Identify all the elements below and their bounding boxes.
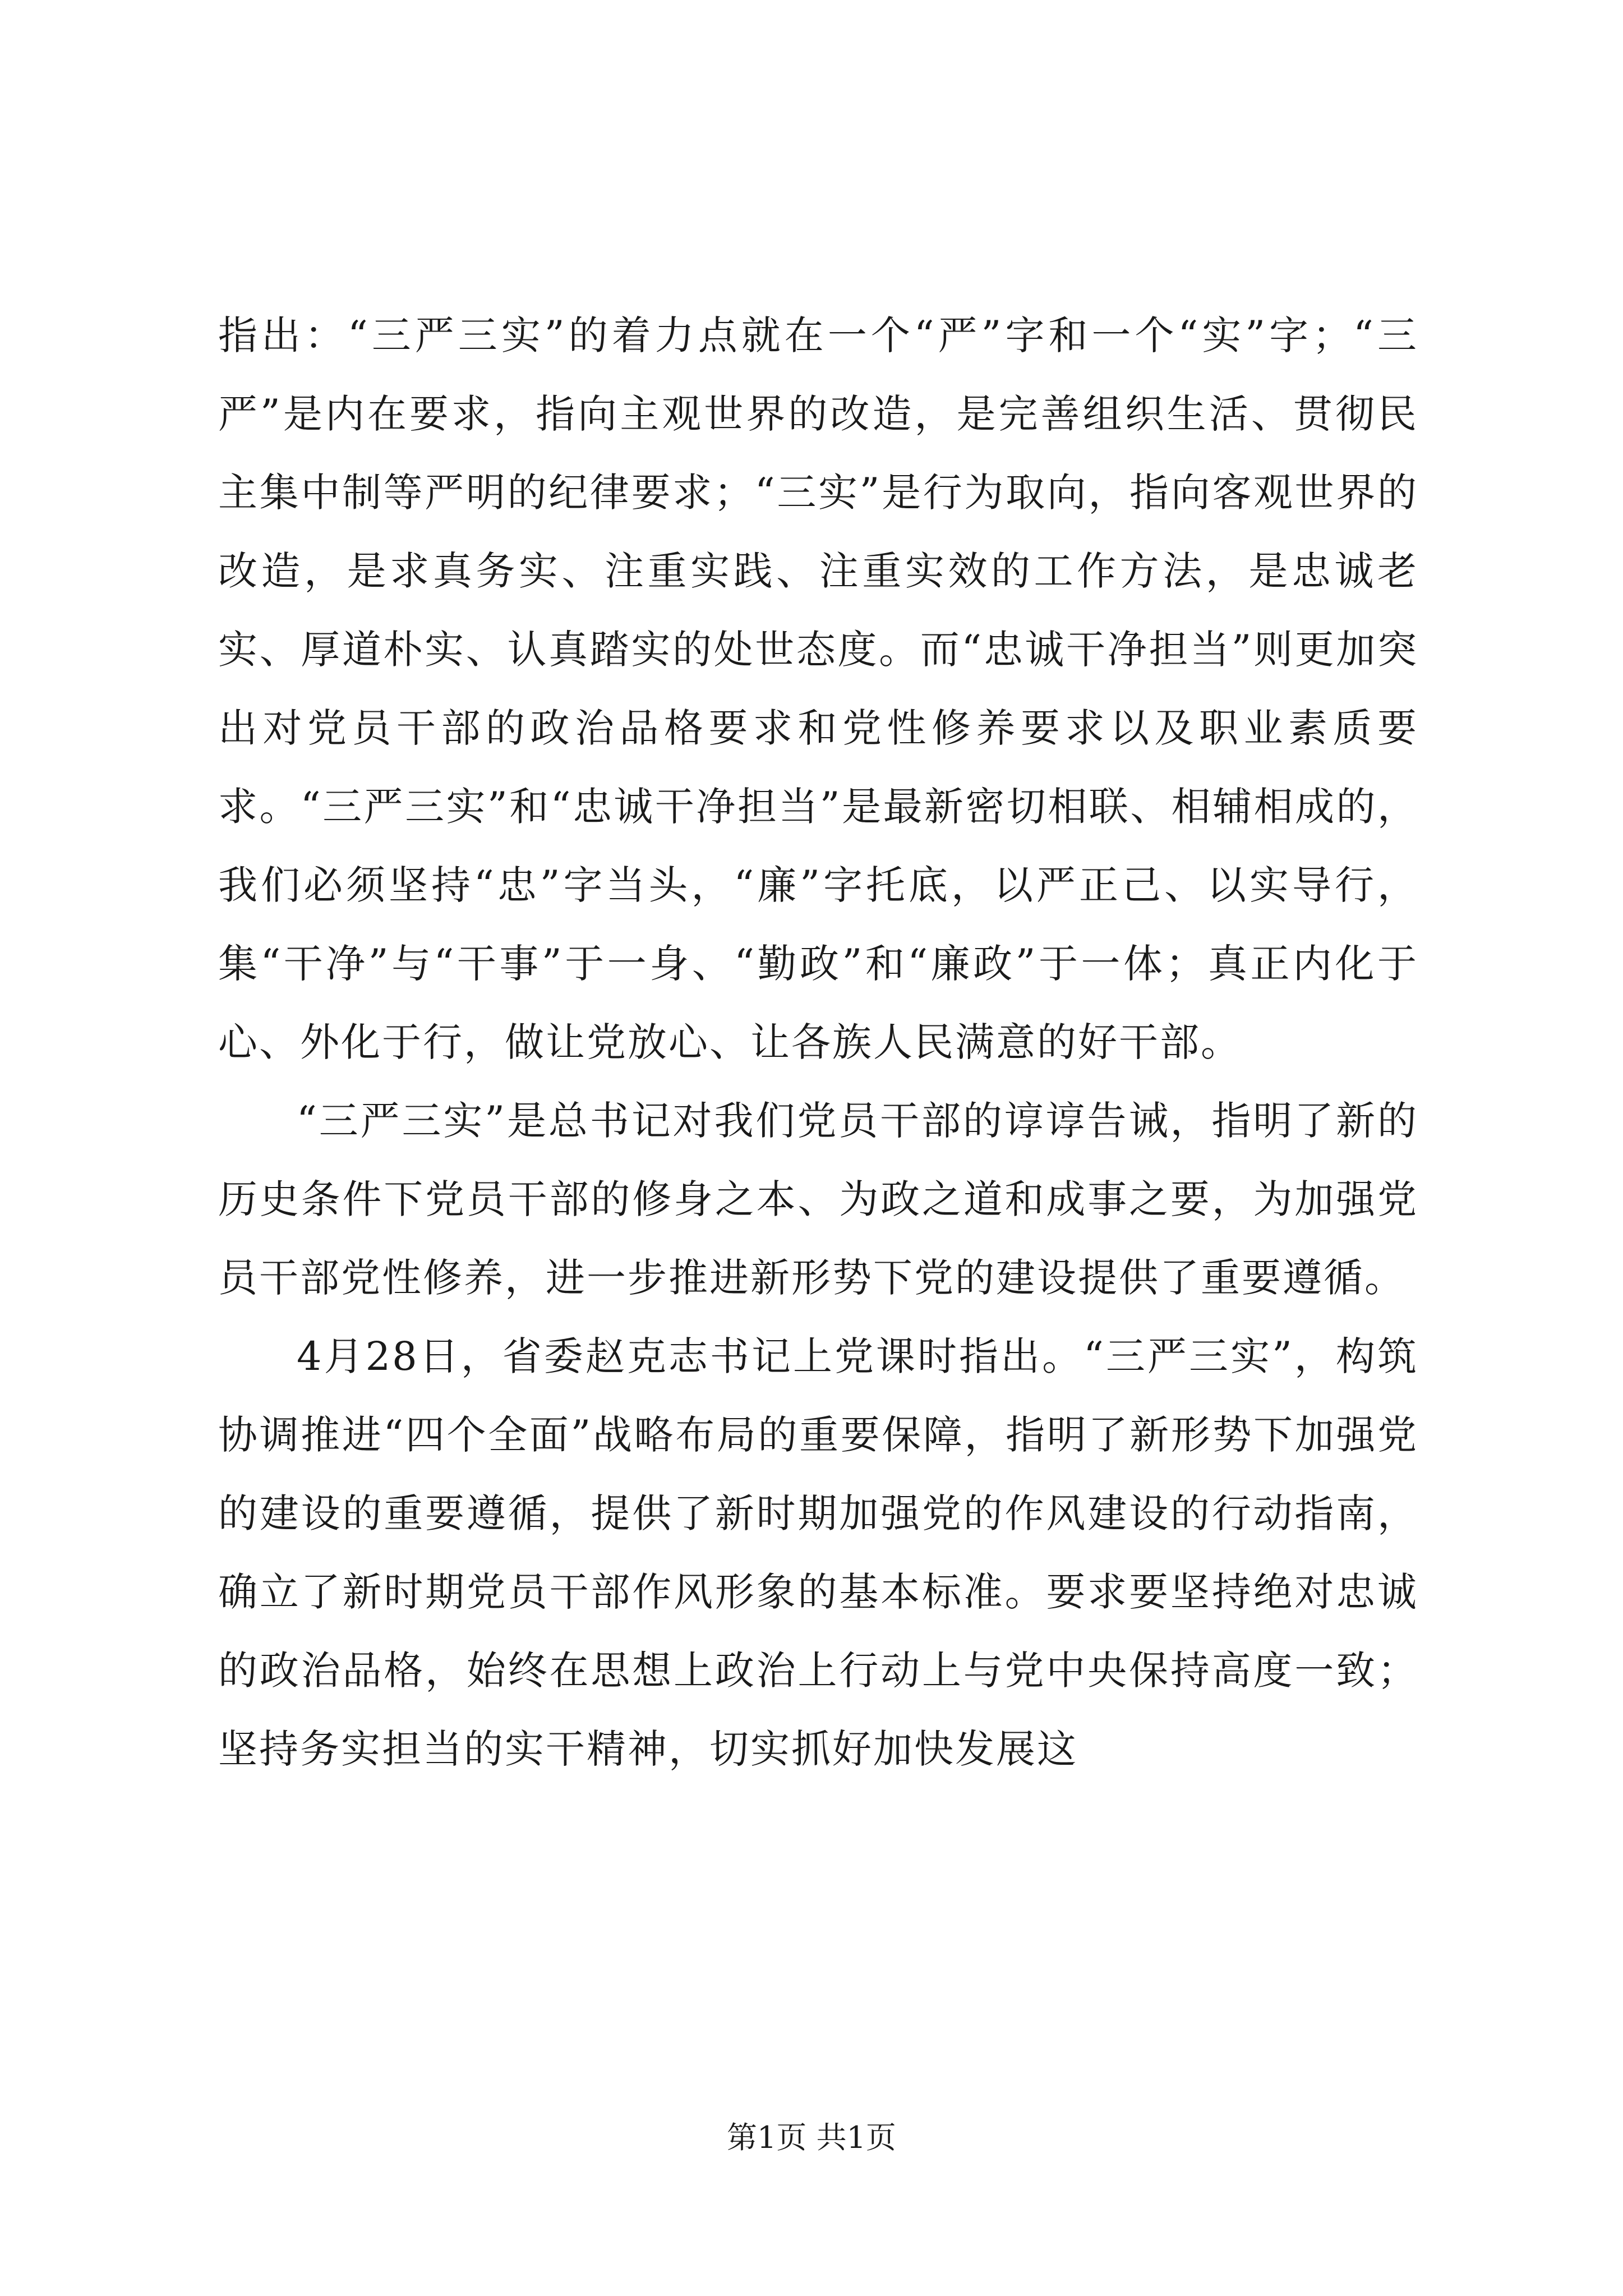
page-number-label: 第1页 共1页 [727, 2120, 896, 2155]
paragraph-2: “三严三实”是总书记对我们党员干部的谆谆告诫，指明了新的历史条件下党员干部的修身之本、为政之道和成事之要，为加强党员干部党性修养，进一步推进新形势下党的建设提供了重要遵循。 [218, 1098, 1418, 1301]
page-footer [0, 2118, 1623, 2157]
paragraph-1: 指出：“三严三实”的着力点就在一个“严”字和一个“实”字；“三严”是内在要求，指向主观世界的改造，是完善组织生活、贯彻民主集中制等严明的纪律要求；“三实”是行为取向，指向客观世界的改造，是求真务实、注重实践、注重实效的工作方法，是忠诚老实、厚道朴实、认真踏实的处世态度。而“忠诚干净担当”则更加突出对党员干部的政治品格要求和党性修养要求以及职业素质要求。“三严三实”和“忠诚干净担当”是最新密切相联、相辅相成的，我们必须坚持“忠”字当头，“廉”字托底，以严正己、以实导行，集“干净”与“干事”于一身、“勤政”和“廉政”于一体；真正内化于心、外化于行，做让党放心、让各族人民满意的好干部。 [218, 312, 1418, 1065]
document-body [218, 296, 1418, 1788]
paragraph-3: 4月28日，省委赵克志书记上党课时指出。“三严三实”，构筑协调推进“四个全面”战略布局的重要保障，指明了新形势下加强党的建设的重要遵循，提供了新时期加强党的作风建设的行动指南，确立了新时期党员干部作风形象的基本标准。要求要坚持绝对忠诚的政治品格，始终在思想上政治上行动上与党中央保持高度一致；坚持务实担当的实干精神，切实抓好加快发展这 [218, 1333, 1418, 1772]
